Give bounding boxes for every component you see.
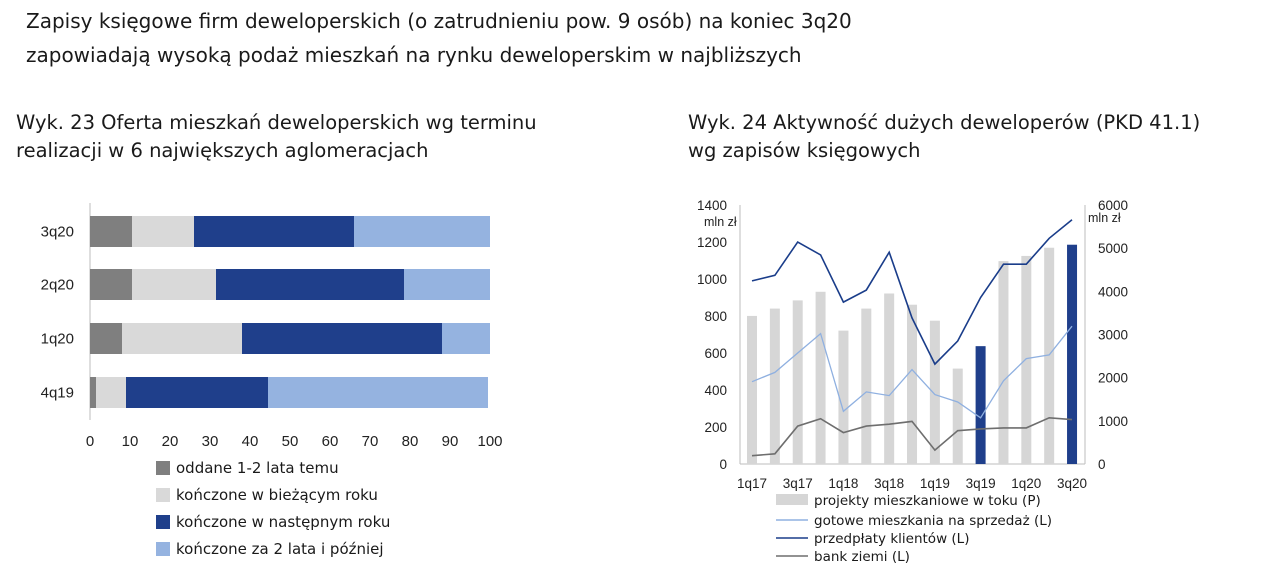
legend-label-1: oddane 1-2 lata temu <box>176 459 339 477</box>
headline-line-2: zapowiadają wysoką podaż mieszkań na rynku deweloperskim w najbliższych <box>26 43 802 67</box>
bar-4q19 <box>998 261 1008 464</box>
bar-3q17 <box>793 300 803 464</box>
left-tick-label: 1000 <box>696 272 727 287</box>
bar-2q17 <box>770 309 780 464</box>
left-tick-label: 800 <box>704 309 727 324</box>
x-tick-label: 90 <box>441 433 459 450</box>
x-tick-label: 1q19 <box>919 476 950 491</box>
x-tick-label: 1q17 <box>736 476 768 491</box>
category-label-2q20: 2q20 <box>40 276 74 294</box>
legend-label-line-2: przedpłaty klientów (L) <box>814 531 970 547</box>
chart2-title-line-2: wg zapisów księgowych <box>688 139 921 162</box>
x-tick-label: 3q17 <box>782 476 813 491</box>
left-tick-label: 600 <box>704 346 727 361</box>
right-tick-label: 4000 <box>1098 284 1129 300</box>
bar-2q19 <box>953 369 963 464</box>
x-tick-label: 20 <box>161 433 179 450</box>
legend-swatch-bars <box>776 494 808 505</box>
right-tick-label: 1000 <box>1098 413 1129 429</box>
category-label-4q19: 4q19 <box>40 384 74 402</box>
x-tick-label: 3q18 <box>874 476 905 491</box>
left-tick-label: 1400 <box>696 198 727 213</box>
bar-1q19 <box>930 321 940 464</box>
left-tick-label: 400 <box>704 383 727 398</box>
chart1-title-line-2: realizacji w 6 największych aglomeracjach <box>16 139 429 162</box>
legend-label-3: kończone w następnym roku <box>176 513 391 531</box>
bar-3q19 <box>976 346 986 464</box>
bar-1q17 <box>747 316 757 464</box>
x-tick-label: 30 <box>201 433 219 450</box>
x-tick-label: 100 <box>477 433 503 450</box>
bar-2q18 <box>861 309 871 464</box>
category-label-3q20: 3q20 <box>40 223 74 241</box>
x-tick-label: 60 <box>321 433 339 450</box>
headline-line-1: Zapisy księgowe firm deweloperskich (o zatrudnieniu pow. 9 osób) na koniec 3q20 <box>26 9 852 33</box>
legend-label-line-1: gotowe mieszkania na sprzedaż (L) <box>814 513 1053 529</box>
left-tick-label: 0 <box>719 457 727 472</box>
x-tick-label: 3q20 <box>1057 476 1088 491</box>
right-tick-label: 5000 <box>1098 241 1129 257</box>
bar-1q20 <box>1021 256 1031 464</box>
x-tick-label: 70 <box>361 433 379 450</box>
x-tick-label: 3q19 <box>965 476 996 491</box>
bar-4q18 <box>907 305 917 464</box>
x-tick-label: 10 <box>121 433 139 450</box>
legend-label-line-3: bank ziemi (L) <box>814 549 910 565</box>
bar-4q17 <box>816 292 826 464</box>
right-tick-label: 2000 <box>1098 370 1129 386</box>
x-tick-label: 0 <box>85 433 95 450</box>
x-tick-label: 40 <box>241 433 259 450</box>
x-tick-label: 50 <box>281 433 299 450</box>
bar-3q20 <box>1067 245 1077 464</box>
x-tick-label: 1q20 <box>1011 476 1042 491</box>
legend-label-4: kończone za 2 lata i później <box>176 540 384 558</box>
legend-label-2: kończone w bieżącym roku <box>176 486 378 504</box>
chart1-title-line-1: Wyk. 23 Oferta mieszkań deweloperskich wg terminu <box>16 111 537 134</box>
category-label-1q20: 1q20 <box>40 330 74 348</box>
right-axis-unit: mln zł <box>1088 211 1121 225</box>
left-axis-unit: mln zł <box>704 215 737 229</box>
chart2-title-line-1: Wyk. 24 Aktywność dużych deweloperów (PKD 41.1) <box>688 111 1201 134</box>
left-tick-label: 200 <box>704 420 727 435</box>
right-tick-label: 0 <box>1098 457 1106 472</box>
x-tick-label: 80 <box>401 433 419 450</box>
bar-3q18 <box>884 293 894 464</box>
left-tick-label: 1200 <box>696 235 727 250</box>
legend-label-bars: projekty mieszkaniowe w toku (P) <box>814 493 1041 509</box>
right-tick-label: 3000 <box>1098 327 1129 343</box>
right-tick-label: 6000 <box>1098 198 1129 213</box>
x-tick-label: 1q18 <box>828 476 859 491</box>
